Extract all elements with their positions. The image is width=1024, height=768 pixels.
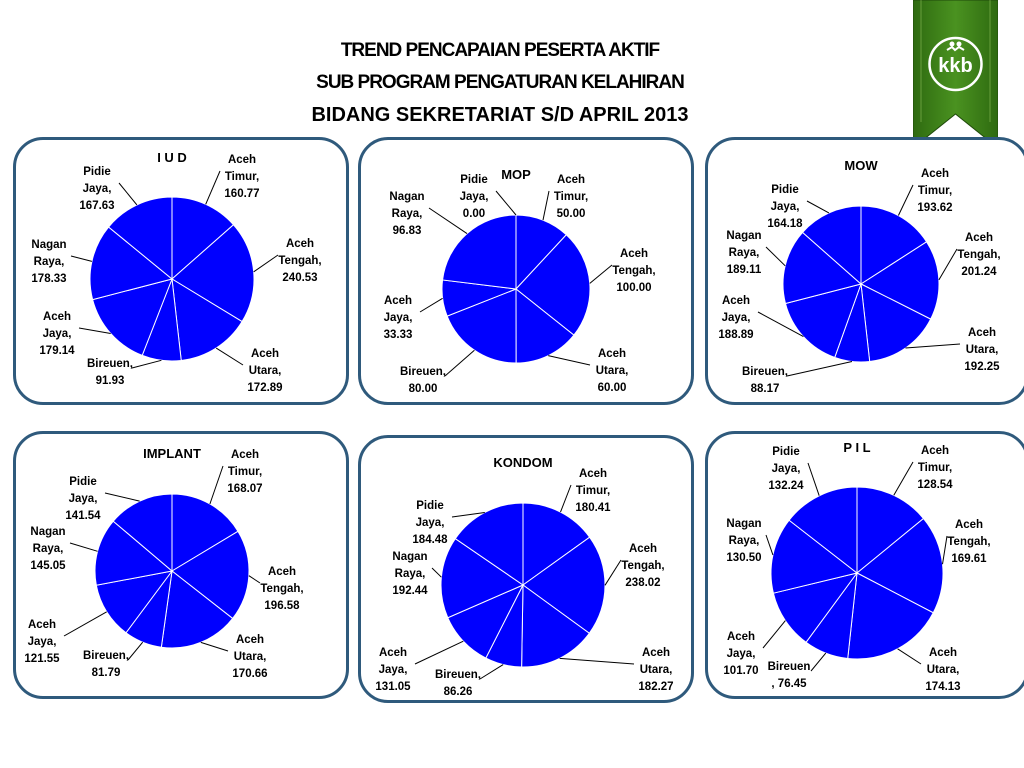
data-label-nagan-raya: Nagan Raya, 130.50 [726,518,762,564]
chart-title: KONDOM [493,455,553,470]
data-label-nagan-raya: Nagan Raya, 96.83 [389,191,425,237]
chart-title: P I L [843,440,871,455]
data-label-aceh-jaya: Aceh Jaya, 33.33 [383,295,413,341]
data-label-aceh-tengah: Aceh Tengah, 169.61 [947,519,991,565]
leader-line [811,653,826,671]
data-label-pidie-jaya: Pidie Jaya, 132.24 [768,446,804,492]
data-label-aceh-jaya: Aceh Jaya, 121.55 [24,619,60,665]
data-label-nagan-raya: Nagan Raya, 178.33 [31,239,67,285]
data-label-pidie-jaya: Pidie Jaya, 167.63 [79,166,115,212]
data-label-pidie-jaya: Pidie Jaya, 184.48 [412,500,448,546]
data-label-aceh-timur: Aceh Timur, 50.00 [553,174,589,220]
data-label-aceh-timur: Aceh Timur, 180.41 [575,468,611,514]
data-label-aceh-timur: Aceh Timur, 160.77 [224,154,260,200]
data-label-aceh-tengah: Aceh Tengah, 201.24 [957,232,1001,278]
data-label-bireuen: Bireuen, 80.00 [399,366,447,395]
data-label-aceh-jaya: Aceh Jaya, 101.70 [723,631,759,677]
data-label-bireuen: Bireuen, 81.79 [82,650,130,679]
data-label-aceh-tengah: Aceh Tengah, 196.58 [260,566,304,612]
data-label-aceh-jaya: Aceh Jaya, 131.05 [375,647,411,693]
data-label-aceh-utara: Aceh Utara, 174.13 [925,647,961,693]
data-label-aceh-utara: Aceh Utara, 60.00 [595,348,629,394]
data-label-bireuen: Bireuen, 88.17 [741,366,789,395]
data-label-aceh-timur: Aceh Timur, 168.07 [227,449,263,495]
data-label-aceh-utara: Aceh Utara, 170.66 [232,634,268,680]
leader-line [766,535,773,555]
data-label-aceh-utara: Aceh Utara, 192.25 [964,327,1000,373]
data-label-bireuen: Bireuen, 91.93 [86,358,134,387]
data-label-aceh-jaya: Aceh Jaya, 179.14 [39,311,75,357]
data-label-aceh-utara: Aceh Utara, 172.89 [247,348,283,394]
data-label-aceh-timur: Aceh Timur, 193.62 [917,168,953,214]
data-label-aceh-utara: Aceh Utara, 182.27 [638,647,674,693]
data-label-nagan-raya: Nagan Raya, 145.05 [30,526,66,572]
data-label-aceh-tengah: Aceh Tengah, 100.00 [612,248,656,294]
data-label-pidie-jaya: Pidie Jaya, 164.18 [767,184,803,230]
data-label-aceh-jaya: Aceh Jaya, 188.89 [718,295,754,341]
data-label-aceh-timur: Aceh Timur, 128.54 [917,445,953,491]
chart-title: I U D [157,150,187,165]
leader-line [763,621,785,648]
leader-line [898,649,921,664]
data-label-bireuen: Bireuen, 86.26 [434,669,482,698]
chart-panel-6 [705,431,1024,699]
chart-title: MOP [501,167,531,182]
data-label-aceh-tengah: Aceh Tengah, 240.53 [278,238,322,284]
data-label-nagan-raya: Nagan Raya, 192.44 [392,551,428,597]
data-label-pidie-jaya: Pidie Jaya, 0.00 [459,174,489,220]
page-title-line-2: SUB PROGRAM PENGATURAN KELAHIRAN [316,72,684,93]
chart-title: MOW [844,158,878,173]
page-title-line-1: TREND PENCAPAIAN PESERTA AKTIF [340,40,660,61]
data-label-pidie-jaya: Pidie Jaya, 141.54 [65,476,101,522]
kkb-logo-text: kkb [938,55,973,77]
data-label-nagan-raya: Nagan Raya, 189.11 [726,230,762,276]
page-title-line-3: BIDANG SEKRETARIAT S/D APRIL 2013 [311,104,689,126]
data-label-aceh-tengah: Aceh Tengah, 238.02 [621,543,665,589]
leader-line [894,462,913,495]
leader-line [808,463,819,496]
data-label-bireuen: Bireuen , 76.45 [767,661,811,690]
leader-line [943,536,948,564]
chart-title: IMPLANT [143,446,201,461]
